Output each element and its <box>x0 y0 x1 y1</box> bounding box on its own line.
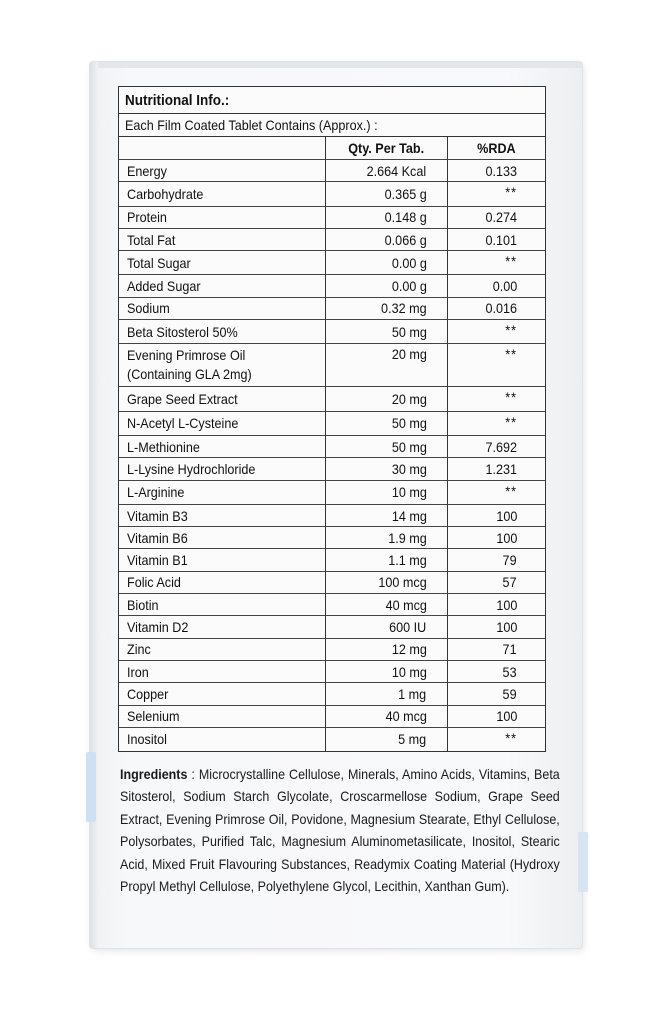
nutrient-rda: 0.101 <box>447 228 545 250</box>
header-rda: %RDA <box>447 137 545 160</box>
nutrition-row <box>119 275 545 297</box>
nutrient-qty: 600 IU <box>325 616 447 638</box>
nutrient-rda: ** <box>505 729 517 746</box>
nutrition-row <box>119 182 545 206</box>
nutrient-name: Carbohydrate <box>119 182 325 206</box>
nutrient-qty: 50 mg <box>325 435 447 457</box>
nutrient-name: L-Lysine Hydrochloride <box>119 458 325 480</box>
nutrient-rda: 100 <box>447 594 545 616</box>
nutrient-rda: ** <box>447 387 545 411</box>
nutrient-rda: 100 <box>447 705 545 727</box>
ingredients-label: Ingredients <box>120 767 188 782</box>
nutrient-name: N-Acetyl L-Cysteine <box>119 411 325 435</box>
nutrient-rda: ** <box>447 480 545 504</box>
nutrient-rda: 100 <box>447 527 545 549</box>
nutrient-qty: 1.1 mg <box>325 549 447 571</box>
nutrition-row <box>119 594 545 616</box>
nutrition-row <box>119 411 545 435</box>
ingredients-text: : Microcrystalline Cellulose, Minerals, Amino Acids, Vitamins, Beta Sitosterol, Sodium Starch Glycolate, Croscarmellose Sodium, Grape Seed Extract, Evening Primrose Oil, Povidone, Magnesium Stearate, Ethyl Cellulose, Polysorbates, Purified Talc, Magnesium Aluminometasilicate, Inositol, Stearic Acid, Mixed Fruit Flavouring Substances, Readymix Coating Material (Hydroxy Propyl Methyl Cellulose, Polyethylene Glycol, Lecithin, Xanthan Gum). <box>120 767 560 895</box>
nutrient-rda: 0.016 <box>447 297 545 319</box>
nutrient-name-line2: (Containing GLA 2mg) <box>127 366 252 383</box>
nutrient-qty: 40 mcg <box>325 705 447 727</box>
header-nutrient <box>119 137 325 160</box>
nutrient-qty: 50 mg <box>325 411 447 435</box>
nutrient-name: Vitamin B3 <box>119 504 325 526</box>
nutrition-subtitle: Each Film Coated Tablet Contains (Approx.) : <box>125 117 378 133</box>
nutrient-name: Energy <box>119 160 325 182</box>
nutrition-row <box>119 458 545 480</box>
nutrition-table <box>119 137 545 751</box>
nutrient-name: Vitamin B1 <box>119 549 325 571</box>
nutrient-name: Vitamin B6 <box>119 527 325 549</box>
nutrient-qty: 0.32 mg <box>325 297 447 319</box>
box-side-blue-stripe <box>86 752 96 822</box>
nutrition-row <box>119 387 545 411</box>
nutrient-name: L-Methionine <box>119 435 325 457</box>
nutrient-name: Beta Sitosterol 50% <box>119 320 325 344</box>
nutrient-qty: 2.664 Kcal <box>325 160 447 182</box>
nutrition-row <box>119 527 545 549</box>
nutrient-qty: 0.00 g <box>325 275 447 297</box>
nutrition-row <box>119 727 545 751</box>
nutrient-name: Biotin <box>119 594 325 616</box>
nutrient-rda: 0.274 <box>447 206 545 228</box>
nutrient-qty: 5 mg <box>325 727 447 751</box>
nutrient-name: Total Fat <box>119 228 325 250</box>
nutrient-qty: 10 mg <box>325 660 447 682</box>
nutrient-name: Protein <box>119 206 325 228</box>
nutrition-header-row <box>119 137 545 160</box>
nutrient-qty: 0.066 g <box>325 228 447 250</box>
nutrition-row <box>119 480 545 504</box>
box-top-edge <box>90 62 582 68</box>
nutrient-rda: 79 <box>447 549 545 571</box>
nutrient-rda: ** <box>447 411 545 435</box>
nutrient-rda: 0.133 <box>447 160 545 182</box>
nutrient-rda: 100 <box>447 616 545 638</box>
nutrient-rda: ** <box>447 182 545 206</box>
nutrient-qty: 12 mg <box>325 638 447 660</box>
nutrient-rda: 59 <box>447 683 545 705</box>
nutrient-qty: 50 mg <box>325 320 447 344</box>
nutrient-qty: 1.9 mg <box>325 527 447 549</box>
nutrient-name: Iron <box>119 660 325 682</box>
nutrient-rda: 53 <box>447 660 545 682</box>
nutrient-name: Folic Acid <box>119 571 325 593</box>
nutrient-name: Total Sugar <box>119 251 325 275</box>
nutrition-row <box>119 320 545 344</box>
nutrition-row <box>119 549 545 571</box>
nutrition-row <box>119 206 545 228</box>
nutrient-qty: 1 mg <box>325 683 447 705</box>
nutrient-qty: 0.365 g <box>325 182 447 206</box>
nutrient-rda: ** <box>447 251 545 275</box>
nutrient-rda: ** <box>447 344 545 387</box>
nutrient-name: Copper <box>119 683 325 705</box>
nutrient-qty: 20 mg <box>325 344 447 387</box>
nutrition-title-row <box>119 87 545 114</box>
nutrition-row <box>119 228 545 250</box>
nutrient-name: Added Sugar <box>119 275 325 297</box>
nutrient-name: Inositol <box>119 727 325 751</box>
nutrient-name: L-Arginine <box>119 480 325 504</box>
nutrient-rda: 100 <box>447 504 545 526</box>
nutrition-row <box>119 344 545 387</box>
nutrient-qty: 10 mg <box>325 480 447 504</box>
header-qty-per-tab: Qty. Per Tab. <box>325 137 447 160</box>
nutrition-subtitle-row <box>119 114 545 137</box>
nutrition-row <box>119 435 545 457</box>
nutrient-name: Evening Primrose Oil (Containing GLA 2mg) <box>119 344 325 387</box>
nutrient-name: Grape Seed Extract <box>119 387 325 411</box>
nutrition-row <box>119 616 545 638</box>
nutrient-name: Zinc <box>119 638 325 660</box>
nutrition-row <box>119 660 545 682</box>
nutrition-title: Nutritional Info.: <box>125 91 230 109</box>
nutrient-name: Vitamin D2 <box>119 616 325 638</box>
nutrient-qty: 14 mg <box>325 504 447 526</box>
nutrition-panel <box>118 86 546 752</box>
nutrition-row <box>119 504 545 526</box>
nutrient-rda: 57 <box>447 571 545 593</box>
nutrient-rda: ** <box>447 320 545 344</box>
nutrition-row <box>119 251 545 275</box>
nutrient-rda: 0.00 <box>447 275 545 297</box>
nutrition-row <box>119 297 545 319</box>
nutrition-row <box>119 571 545 593</box>
nutrient-rda: 7.692 <box>447 435 545 457</box>
nutrient-qty: 0.148 g <box>325 206 447 228</box>
nutrition-row <box>119 705 545 727</box>
box-side-blue-stripe-right <box>578 832 588 892</box>
nutrition-table-body <box>119 160 545 752</box>
nutrient-rda: 1.231 <box>447 458 545 480</box>
nutrient-qty: 100 mcg <box>325 571 447 593</box>
nutrient-rda: 71 <box>447 638 545 660</box>
nutrient-qty: 40 mcg <box>325 594 447 616</box>
ingredients-block <box>120 764 560 898</box>
nutrition-row <box>119 638 545 660</box>
nutrition-row <box>119 683 545 705</box>
nutrient-qty: 20 mg <box>325 387 447 411</box>
nutrient-name: Selenium <box>119 705 325 727</box>
nutrition-row <box>119 160 545 182</box>
nutrient-qty: 30 mg <box>325 458 447 480</box>
nutrient-qty: 0.00 g <box>325 251 447 275</box>
nutrient-name: Sodium <box>119 297 325 319</box>
